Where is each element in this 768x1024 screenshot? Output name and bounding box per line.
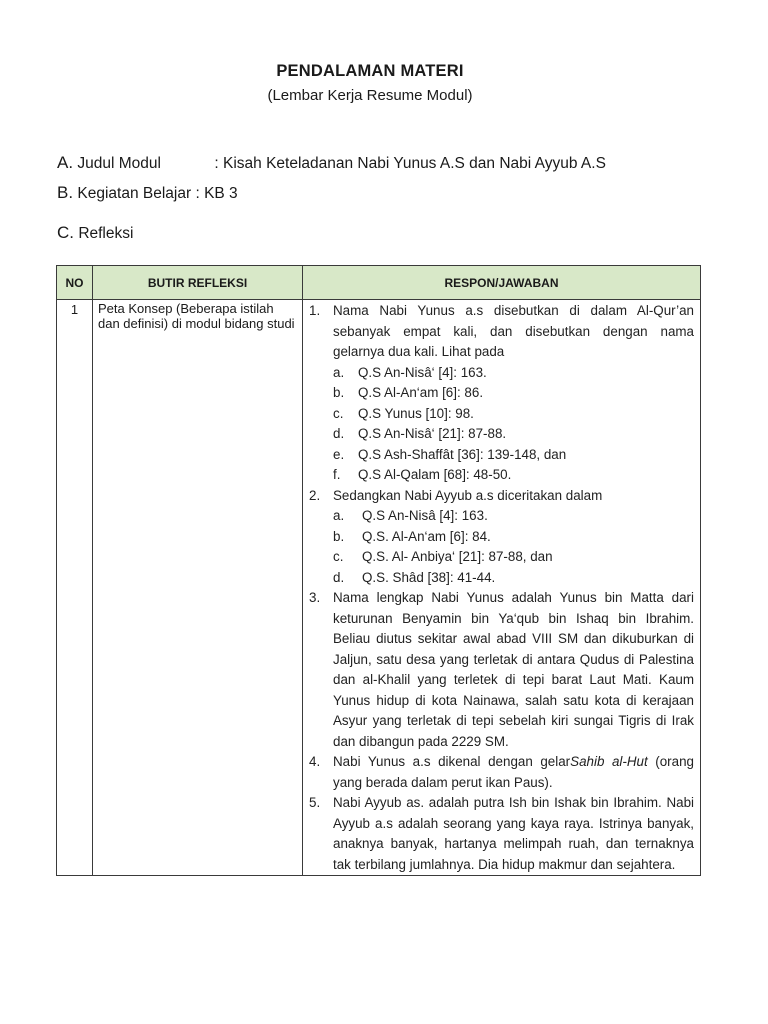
row-response xyxy=(303,300,701,876)
sub-item-letter: b. xyxy=(333,385,345,400)
field-separator: : xyxy=(214,155,219,172)
field-label: Judul Modul xyxy=(77,155,161,172)
list-item xyxy=(309,301,694,486)
sub-list-item xyxy=(333,363,694,384)
sub-item-letter: c. xyxy=(333,405,344,421)
header-respon-jawaban: RESPON/JAWABAN xyxy=(303,266,701,300)
list-item xyxy=(309,793,694,875)
list-item-text: Nama Nabi Yunus a.s disebutkan di dalam Al-Qur’an sebanyak empat kali, dan disebutkan dengan nama gelarnya dua kali. Lihat pada xyxy=(333,303,694,359)
field-label: Kegiatan Belajar xyxy=(77,185,192,202)
page-title: PENDALAMAN MATERI xyxy=(276,62,464,80)
field-label: Refleksi xyxy=(78,225,134,242)
field-judul-modul xyxy=(57,153,606,173)
reflection-table xyxy=(56,265,701,876)
sub-item-letter: c. xyxy=(333,549,344,564)
sub-item-text: Q.S Ash-Shaffât [36]: 139-148, dan xyxy=(358,446,567,462)
sub-item-text: Q.S An-Nisâ [4]: 163. xyxy=(362,508,488,523)
page-subtitle: (Lembar Kerja Resume Modul) xyxy=(267,87,473,104)
row-butir: Peta Konsep (Beberapa istilah dan definisi) di modul bidang studi xyxy=(93,300,303,876)
sub-list-item xyxy=(333,404,694,425)
sub-item-letter: b. xyxy=(333,528,345,544)
field-value: Kisah Keteladanan Nabi Yunus A.S dan Nabi Ayyub A.S xyxy=(223,155,606,172)
sub-list-item xyxy=(333,527,694,548)
sub-list-item xyxy=(333,424,694,445)
list-item xyxy=(309,588,694,752)
sub-item-letter: f. xyxy=(333,467,341,482)
sub-list-item xyxy=(333,506,694,527)
list-item-text: Nama lengkap Nabi Yunus adalah Yunus bin Matta dari keturunan Benyamin bin Ya‘qub bin Ishaq bin Ibrahim. Beliau diutus sekitar awal abad VIII SM dan dikuburkan di Jaljun, satu desa yang terletak di antara Qudus di Palestina dan al-Khalil yang terletek di tepi barat Laut Mati. Kaum Yunus hidup di kota Nainawa, salah satu kota di kerajaan Asyur yang terletak di tepi sebelah kiri sungai Tigris di Irak dan dibangun pada 2229 SM. xyxy=(333,590,694,749)
row-number: 1 xyxy=(57,300,93,876)
list-item xyxy=(309,752,694,793)
sub-list xyxy=(333,506,694,588)
sub-list-item xyxy=(333,547,694,568)
field-letter: B. xyxy=(57,183,74,202)
list-item xyxy=(309,486,694,589)
sub-item-letter: d. xyxy=(333,426,345,441)
sub-item-letter: a. xyxy=(333,508,345,523)
sub-item-letter: a. xyxy=(333,364,345,380)
sub-item-letter: e. xyxy=(333,446,345,462)
list-item-number: 1. xyxy=(309,303,321,318)
sub-list-item xyxy=(333,465,694,486)
sub-list-item xyxy=(333,445,694,466)
sub-item-text: Q.S. Shâd [38]: 41-44. xyxy=(362,569,496,585)
list-item-text: Nabi Ayyub as. adalah putra Ish bin Ishak bin Ibrahim. Nabi Ayyub a.s adalah seorang yang kaya raya. Istrinya banyak, anaknya banyak, hartanya melimpah ruah, dan ternaknya tak terbilang jumlahnya. Dia hidup makmur dan sejahtera. xyxy=(333,795,694,872)
list-item-number: 5. xyxy=(309,795,321,810)
field-letter: C. xyxy=(57,223,74,242)
list-item-text: Nabi Yunus a.s dikenal dengan gelar xyxy=(333,754,571,769)
field-letter: A. xyxy=(57,153,74,172)
list-item-number: 4. xyxy=(309,754,321,769)
list-item-italic-text: Sahib al-Hut xyxy=(570,754,648,769)
sub-item-text: Q.S Al-An‘am [6]: 86. xyxy=(358,385,484,400)
sub-list-item xyxy=(333,383,694,404)
list-item-number: 3. xyxy=(309,590,321,605)
sub-list-item xyxy=(333,568,694,589)
field-value: KB 3 xyxy=(204,185,238,202)
response-list xyxy=(309,301,694,875)
table-header-row xyxy=(57,266,701,300)
sub-item-text: Q.S An-Nisâ‘ [21]: 87-88. xyxy=(358,426,507,441)
sub-item-text: Q.S An-Nisâ‘ [4]: 163. xyxy=(358,364,487,380)
header-butir-refleksi: BUTIR REFLEKSI xyxy=(93,266,303,300)
table-row xyxy=(57,300,701,876)
sub-item-letter: d. xyxy=(333,569,345,585)
list-item-text-continued: (orang yang berada dalam perut ikan Paus). xyxy=(333,754,694,790)
sub-item-text: Q.S. Al- Anbiya‘ [21]: 87-88, dan xyxy=(362,549,553,564)
field-separator: : xyxy=(195,185,200,202)
list-item-text: Sedangkan Nabi Ayyub a.s diceritakan dalam xyxy=(333,487,603,503)
field-kegiatan-belajar xyxy=(57,183,238,203)
sub-item-text: Q.S. Al-An‘am [6]: 84. xyxy=(362,528,491,544)
sub-list xyxy=(333,363,694,486)
list-item-number: 2. xyxy=(309,487,321,503)
sub-item-text: Q.S Al-Qalam [68]: 48-50. xyxy=(358,467,512,482)
header-no: NO xyxy=(57,266,93,300)
sub-item-text: Q.S Yunus [10]: 98. xyxy=(358,405,474,421)
field-refleksi xyxy=(57,223,133,243)
